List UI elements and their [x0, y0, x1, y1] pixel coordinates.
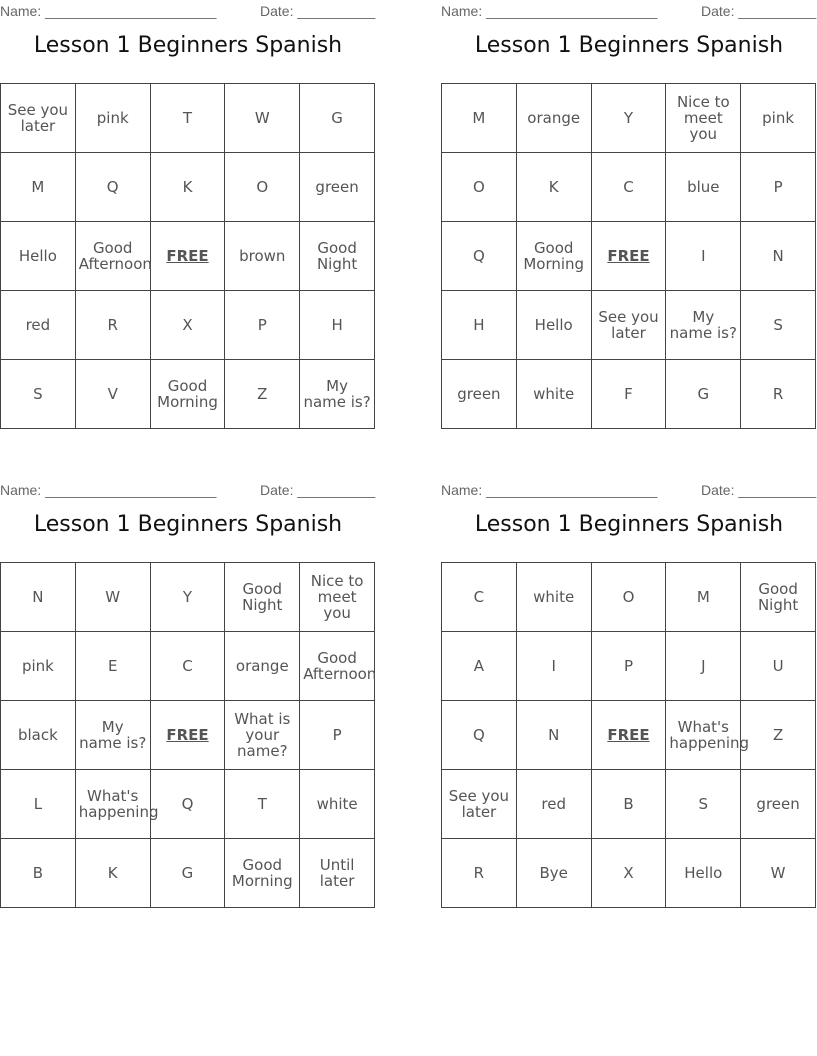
- bingo-cell: P: [591, 632, 666, 701]
- bingo-cell: L: [1, 770, 76, 839]
- grid-row: [442, 291, 816, 360]
- name-label: Name: ______________________: [441, 482, 658, 498]
- date-label: Date: __________: [701, 3, 817, 19]
- bingo-cell: K: [75, 839, 150, 908]
- bingo-cell: Good Morning: [516, 222, 591, 291]
- bingo-cell: J: [666, 632, 741, 701]
- bingo-cell: Good Morning: [225, 839, 300, 908]
- bingo-card-2: [441, 0, 817, 429]
- bingo-cell: B: [591, 770, 666, 839]
- bingo-cell: C: [442, 563, 517, 632]
- grid-row: [1, 839, 375, 908]
- bingo-cell: O: [591, 563, 666, 632]
- bingo-cell: C: [150, 632, 225, 701]
- bingo-cell: G: [150, 839, 225, 908]
- bingo-cell: V: [75, 360, 150, 429]
- grid-row: [442, 84, 816, 153]
- grid-row: [1, 84, 375, 153]
- bingo-cell: T: [225, 770, 300, 839]
- bingo-cell: My name is?: [666, 291, 741, 360]
- name-label: Name: ______________________: [0, 3, 217, 19]
- bingo-cell: N: [741, 222, 816, 291]
- bingo-cell: N: [1, 563, 76, 632]
- bingo-cell: X: [150, 291, 225, 360]
- grid-row: [442, 839, 816, 908]
- grid-row: [1, 291, 375, 360]
- bingo-cell: Good Morning: [150, 360, 225, 429]
- bingo-grid: [441, 562, 816, 908]
- bingo-cell: P: [741, 153, 816, 222]
- bingo-cell: pink: [741, 84, 816, 153]
- bingo-cell: F: [591, 360, 666, 429]
- bingo-cell: W: [741, 839, 816, 908]
- bingo-cell: Good Night: [225, 563, 300, 632]
- card-header: [441, 0, 817, 22]
- bingo-cell: green: [442, 360, 517, 429]
- bingo-cell: Q: [442, 701, 517, 770]
- bingo-cell: G: [666, 360, 741, 429]
- bingo-cell: K: [150, 153, 225, 222]
- bingo-cell: My name is?: [300, 360, 375, 429]
- bingo-cell: See you later: [1, 84, 76, 153]
- bingo-cell: See you later: [442, 770, 517, 839]
- date-label: Date: __________: [260, 482, 376, 498]
- bingo-card-3: [0, 479, 376, 908]
- bingo-cell: Z: [225, 360, 300, 429]
- bingo-cell: green: [741, 770, 816, 839]
- bingo-cell: Y: [150, 563, 225, 632]
- bingo-grid: [0, 83, 375, 429]
- grid-row: [442, 360, 816, 429]
- bingo-cell: I: [516, 632, 591, 701]
- card-title: Lesson 1 Beginners Spanish: [33, 33, 343, 58]
- bingo-cell: pink: [75, 84, 150, 153]
- card-header: [0, 0, 376, 22]
- grid-row: [1, 770, 375, 839]
- bingo-grid: [0, 562, 375, 908]
- bingo-cell: Bye: [516, 839, 591, 908]
- bingo-cell: Z: [741, 701, 816, 770]
- grid-row: [1, 153, 375, 222]
- bingo-cell: green: [300, 153, 375, 222]
- bingo-cell: R: [741, 360, 816, 429]
- bingo-cell: E: [75, 632, 150, 701]
- bingo-cell: O: [442, 153, 517, 222]
- bingo-cell: B: [1, 839, 76, 908]
- bingo-cell: M: [1, 153, 76, 222]
- card-header: [441, 479, 817, 501]
- bingo-cell: Q: [75, 153, 150, 222]
- bingo-cell: N: [516, 701, 591, 770]
- bingo-cell: Good Afternoon: [300, 632, 375, 701]
- bingo-cell: Q: [150, 770, 225, 839]
- bingo-cell: H: [300, 291, 375, 360]
- bingo-cell: T: [150, 84, 225, 153]
- bingo-cell: R: [442, 839, 517, 908]
- grid-row: [1, 360, 375, 429]
- bingo-cell: orange: [225, 632, 300, 701]
- free-space-cell: FREE: [150, 701, 225, 770]
- grid-row: [1, 701, 375, 770]
- bingo-card-1: [0, 0, 376, 429]
- bingo-cell: W: [75, 563, 150, 632]
- bingo-cell: white: [516, 563, 591, 632]
- bingo-cell: K: [516, 153, 591, 222]
- bingo-cell: white: [300, 770, 375, 839]
- bingo-cell: I: [666, 222, 741, 291]
- bingo-cell: Q: [442, 222, 517, 291]
- bingo-cell: W: [225, 84, 300, 153]
- bingo-cell: brown: [225, 222, 300, 291]
- bingo-cell: Nice to meet you: [300, 563, 375, 632]
- bingo-cell: M: [442, 84, 517, 153]
- bingo-cell: Good Night: [300, 222, 375, 291]
- bingo-cell: A: [442, 632, 517, 701]
- grid-row: [442, 222, 816, 291]
- bingo-grid: [441, 83, 816, 429]
- bingo-cell: Y: [591, 84, 666, 153]
- bingo-cell: O: [225, 153, 300, 222]
- bingo-cell: Nice to meet you: [666, 84, 741, 153]
- bingo-cell: white: [516, 360, 591, 429]
- bingo-cell: X: [591, 839, 666, 908]
- bingo-cell: Hello: [1, 222, 76, 291]
- grid-row: [1, 222, 375, 291]
- bingo-cell: black: [1, 701, 76, 770]
- free-space-cell: FREE: [591, 222, 666, 291]
- date-label: Date: __________: [701, 482, 817, 498]
- bingo-cell: blue: [666, 153, 741, 222]
- card-header: [0, 479, 376, 501]
- card-title: Lesson 1 Beginners Spanish: [474, 33, 784, 58]
- grid-row: [442, 632, 816, 701]
- bingo-cell: R: [75, 291, 150, 360]
- bingo-cell: What's happening: [666, 701, 741, 770]
- bingo-cell: pink: [1, 632, 76, 701]
- grid-row: [442, 770, 816, 839]
- bingo-cell: My name is?: [75, 701, 150, 770]
- bingo-cell: U: [741, 632, 816, 701]
- bingo-cell: G: [300, 84, 375, 153]
- bingo-cell: P: [225, 291, 300, 360]
- bingo-cell: red: [1, 291, 76, 360]
- bingo-cell: H: [442, 291, 517, 360]
- bingo-cell: S: [1, 360, 76, 429]
- name-label: Name: ______________________: [441, 3, 658, 19]
- card-title: Lesson 1 Beginners Spanish: [474, 512, 784, 537]
- grid-row: [1, 632, 375, 701]
- bingo-cell: Good Afternoon: [75, 222, 150, 291]
- grid-row: [442, 701, 816, 770]
- grid-row: [442, 153, 816, 222]
- name-label: Name: ______________________: [0, 482, 217, 498]
- bingo-cell: red: [516, 770, 591, 839]
- bingo-cell: What is your name?: [225, 701, 300, 770]
- bingo-cell: C: [591, 153, 666, 222]
- date-label: Date: __________: [260, 3, 376, 19]
- bingo-cell: S: [666, 770, 741, 839]
- bingo-cell: P: [300, 701, 375, 770]
- bingo-cell: Good Night: [741, 563, 816, 632]
- grid-row: [442, 563, 816, 632]
- bingo-cell: M: [666, 563, 741, 632]
- bingo-cell: See you later: [591, 291, 666, 360]
- bingo-card-4: [441, 479, 817, 908]
- bingo-cell: S: [741, 291, 816, 360]
- bingo-cell: Until later: [300, 839, 375, 908]
- bingo-cell: Hello: [666, 839, 741, 908]
- card-title: Lesson 1 Beginners Spanish: [33, 512, 343, 537]
- bingo-cell: What's happening: [75, 770, 150, 839]
- bingo-cell: orange: [516, 84, 591, 153]
- bingo-cell: Hello: [516, 291, 591, 360]
- grid-row: [1, 563, 375, 632]
- free-space-cell: FREE: [150, 222, 225, 291]
- free-space-cell: FREE: [591, 701, 666, 770]
